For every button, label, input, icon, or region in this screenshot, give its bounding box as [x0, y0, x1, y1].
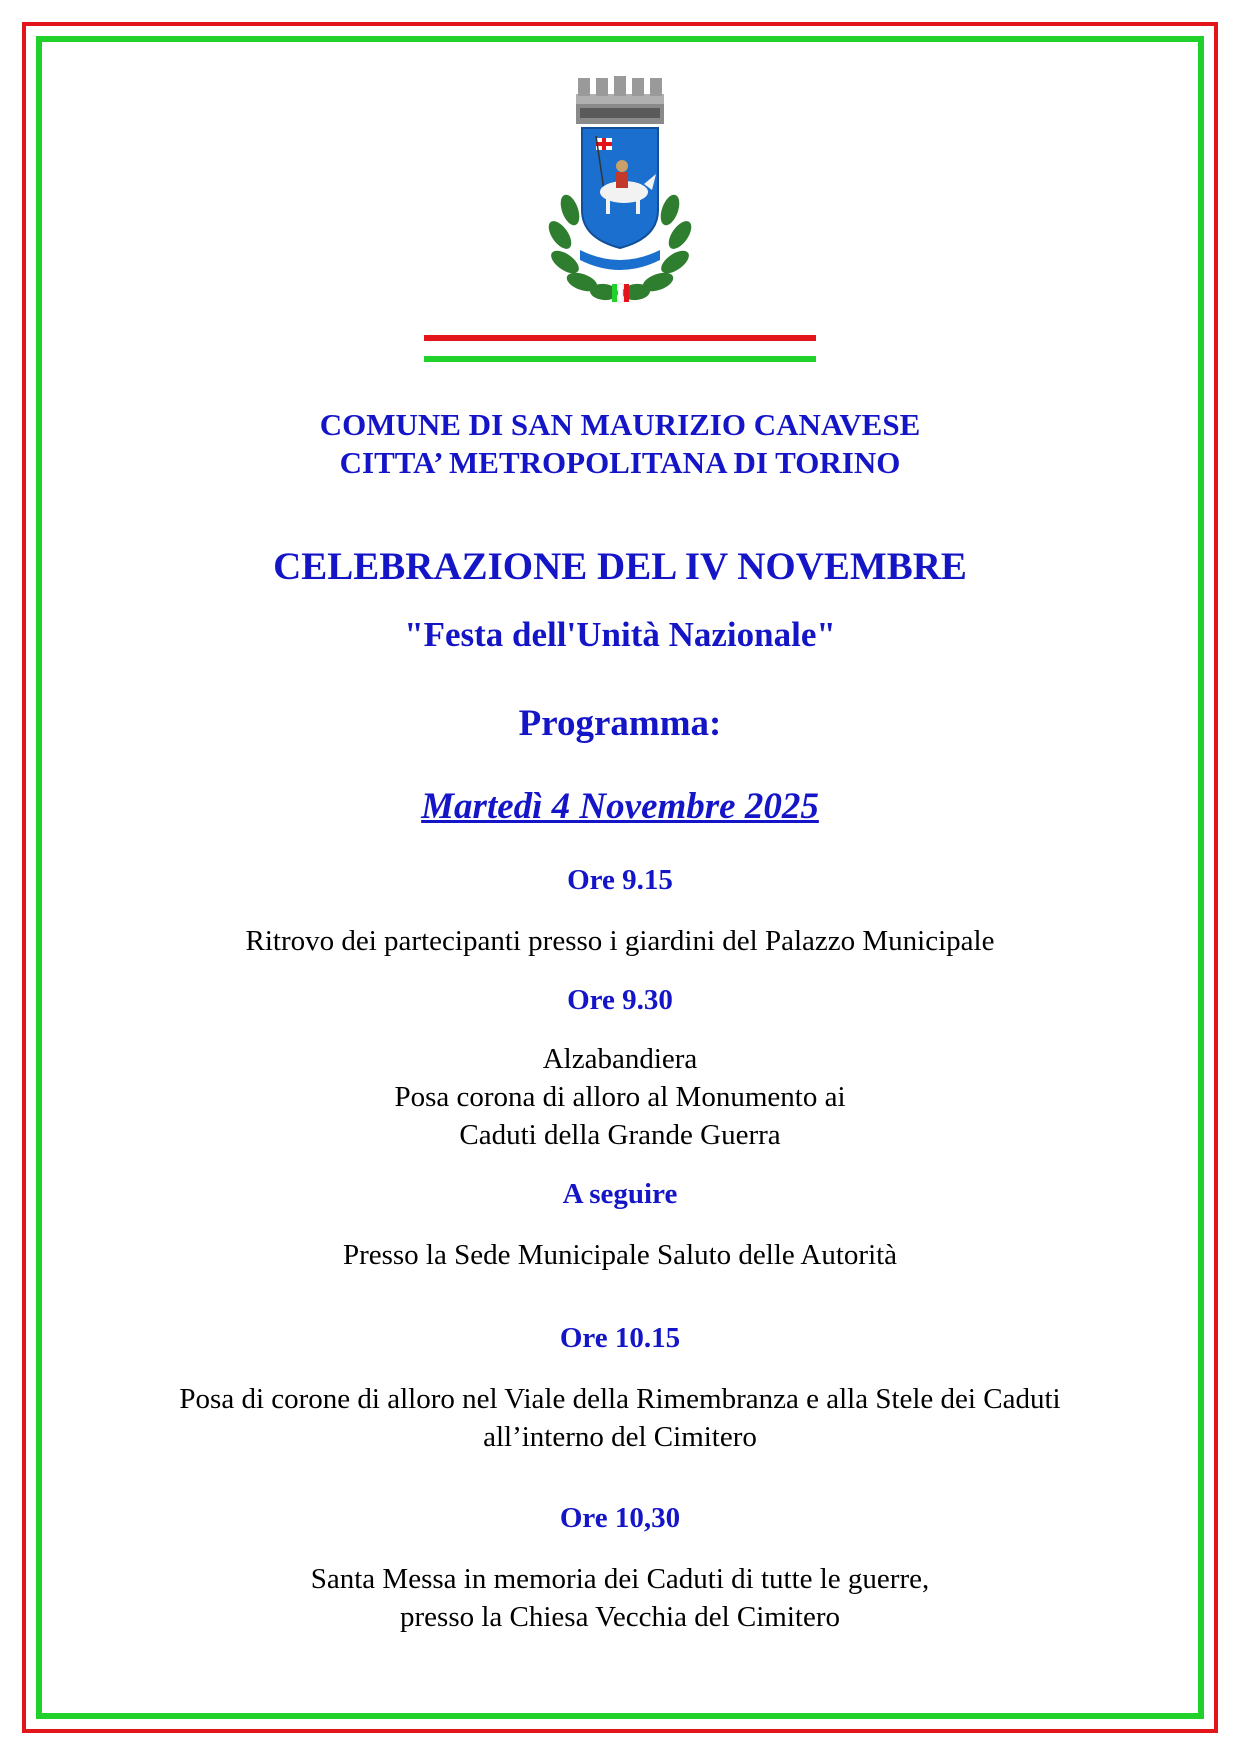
- event-description: [60, 1040, 1180, 1154]
- event-description-line: all’interno del Cimitero: [483, 1421, 757, 1453]
- event-date: [60, 785, 1180, 829]
- event-time: Ore 9.30: [567, 984, 673, 1016]
- event-description-line: Caduti della Grande Guerra: [459, 1119, 781, 1151]
- event-description: [60, 1560, 1180, 1636]
- programma-label: Programma:: [518, 703, 722, 744]
- event-description: [60, 1380, 1180, 1456]
- event-time: Ore 9.15: [567, 864, 673, 896]
- event-description-line: Posa di corone di alloro nel Viale della Rimembranza e alla Stele dei Caduti: [179, 1383, 1061, 1415]
- stripe-red: [424, 335, 816, 341]
- event-description-line: Santa Messa in memoria dei Caduti di tutte le guerre,: [310, 1563, 930, 1595]
- event-description-line: Alzabandiera: [542, 1043, 698, 1075]
- metropolitan-city: CITTA’ METROPOLITANA DI TORINO: [339, 445, 901, 480]
- stripe-green: [424, 356, 816, 362]
- event-date-text: Martedì 4 Novembre 2025: [421, 786, 819, 827]
- municipality-name: COMUNE DI SAN MAURIZIO CANAVESE: [319, 407, 921, 442]
- event-subtitle: "Festa dell'Unità Nazionale": [404, 615, 836, 654]
- event-title: CELEBRAZIONE DEL IV NOVEMBRE: [273, 545, 967, 588]
- coat-of-arms-icon: [520, 70, 720, 310]
- municipality-header: [60, 406, 1180, 482]
- event-time: Ore 10.15: [559, 1322, 681, 1354]
- event-description-line: Ritrovo dei partecipanti presso i giardini del Palazzo Municipale: [245, 925, 995, 957]
- event-description: [60, 1236, 1180, 1274]
- event-time: A seguire: [562, 1178, 678, 1210]
- event-time: Ore 10,30: [559, 1502, 681, 1534]
- event-description-line: Presso la Sede Municipale Saluto delle Autorità: [342, 1239, 898, 1271]
- event-description-line: Posa corona di alloro al Monumento ai: [394, 1081, 846, 1113]
- event-description: [60, 922, 1180, 960]
- event-description-line: presso la Chiesa Vecchia del Cimitero: [400, 1601, 840, 1633]
